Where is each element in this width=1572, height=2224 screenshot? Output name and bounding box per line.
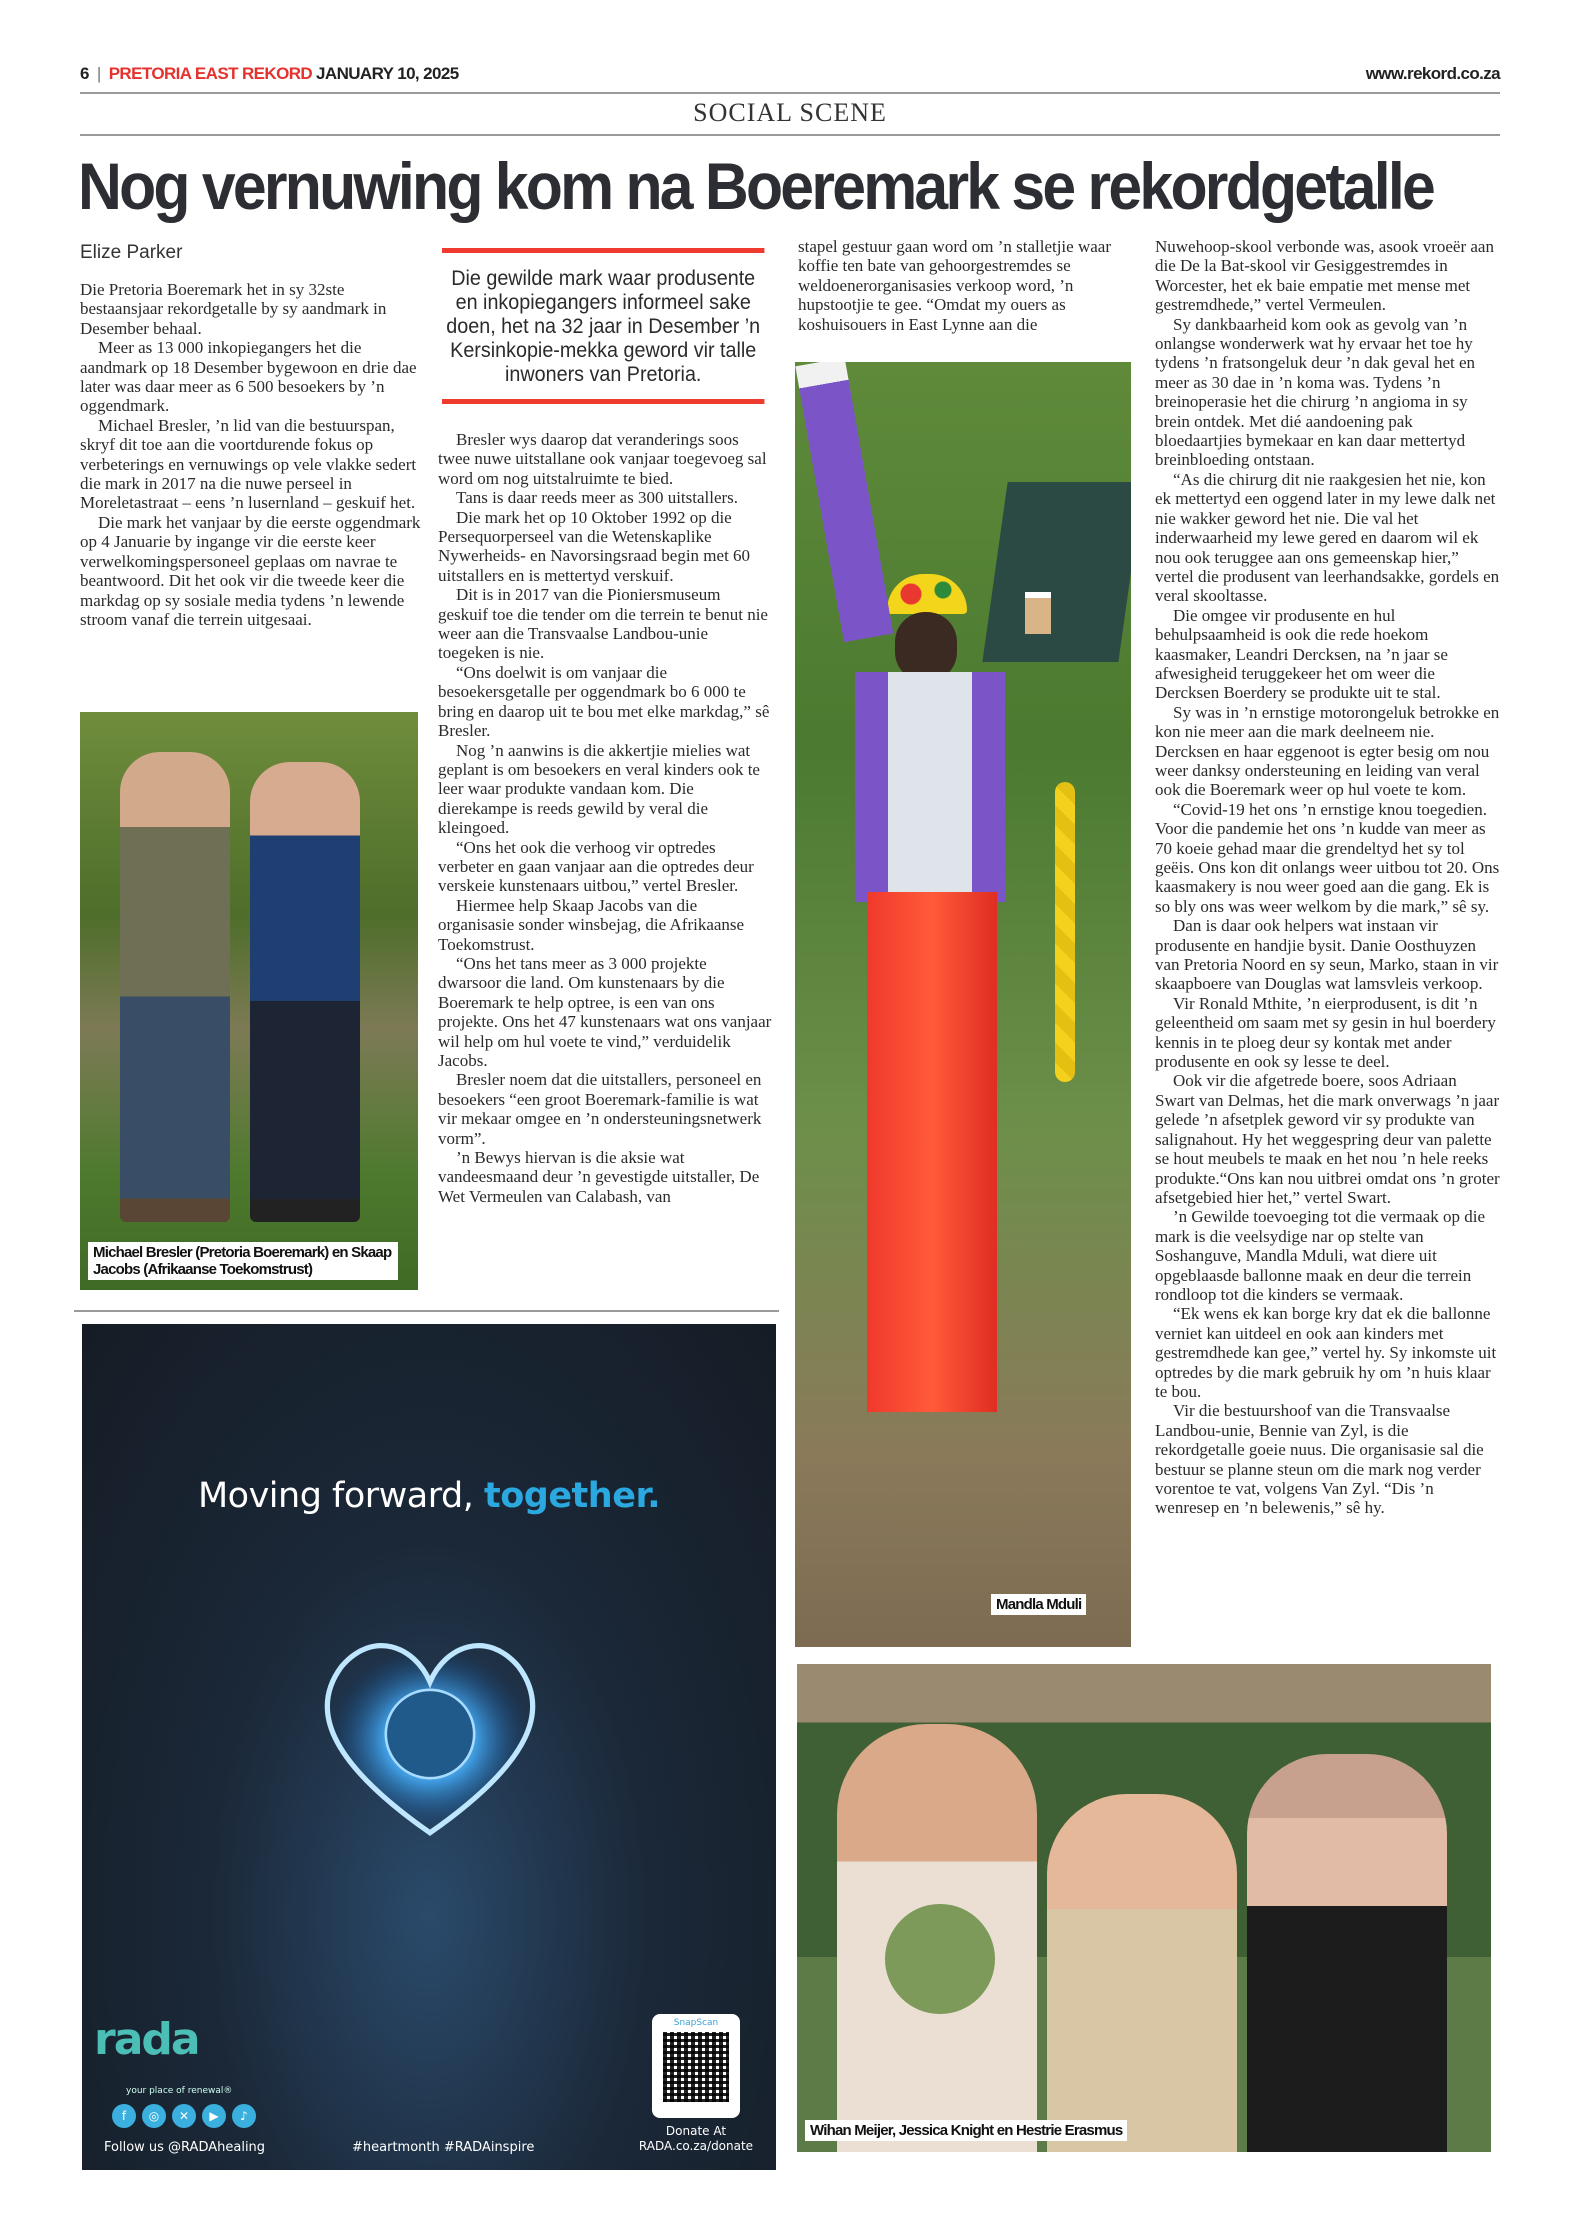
paragraph: Dit is in 2017 van die Pioniersmuseum geskuif toe die tender om die terrein te benut nie weer aan die Transvaalse Landbou-unie toegeken is nie. xyxy=(438,585,768,663)
balloon-sculpture xyxy=(1055,782,1075,1082)
person-figure xyxy=(1247,1754,1447,2152)
x-icon[interactable]: ✕ xyxy=(172,2104,196,2128)
person-figure xyxy=(120,752,230,1222)
paragraph: Die omgee vir produsente en hul behulpsaamheid is ook die rede hoekom kaasmaker, Leandri Dercksen, na ’n jaar se afwesigheid teruggekeer het om weer die Dercksen Boerdery se produkte uit te stal. xyxy=(1155,605,1448,703)
clown-hat xyxy=(887,574,967,614)
paragraph: Michael Bresler, ’n lid van die bestuurspan, skryf dit toe aan die voortdurende fokus op verbeterings en vernuwings op vele vlakke sedert die mark in 2017 na die nuwe perseel in Moreletastraat – eens ’n lusernland – geskuif het. xyxy=(80,415,417,513)
paragraph: Sy dankbaarheid kom ook as gevolg van ’n onlangse wonderwerk wat hy ervaar het toe hy tydens ’n fratsongeluk deur ’n dak geval het en meer as 30 dae in ’n koma was. Tydens ’n breinoperasie het die chirurg ’n angioma in sy brein ontdek. Met dié aandoening pak bloedaartjies bymekaar en kan daar mettertyd breinbloeding ontstaan. xyxy=(1155,314,1476,470)
photo-bresler-jacobs xyxy=(80,712,418,1290)
paragraph: “As die chirurg dit nie raakgesien het nie, kon ek mettertyd een oggend later in my lewe dalk net nie wakker geword het nie. Die val het inderwaarheid my lewe gered en daarom wil ek nou ook teruggee aan ons gemeenskap hier,” vertel die produsent van leerhandsakke, gordels en veral skooltasse. xyxy=(1155,469,1500,606)
follow-handle: Follow us @RADAhealing xyxy=(104,2140,266,2155)
person-figure xyxy=(1047,1794,1237,2152)
paragraph: Dan is daar ook helpers wat instaan vir produsente en handjie bysit. Danie Oosthuyzen van Pretoria Noord en sy seun, Marko, staan in vir skaapboere van Douglas wat lamsvleis verkoop. xyxy=(1155,916,1499,994)
top-divider xyxy=(80,92,1500,94)
social-icons xyxy=(112,2104,256,2128)
paragraph: ’n Gewilde toevoeging tot die vermaak op die mark is die veelsydige nar op stelte van Soshanguve, Mandla Mduli, wat diere uit opgeblaasde ballonne maak en deur die terrein rondloop tot die kinders se vermaak. xyxy=(1155,1207,1486,1304)
tiktok-icon[interactable]: ♪ xyxy=(232,2104,256,2128)
paragraph: “Ons het ook die verhoog vir optredes verbeter en gaan vanjaar aan die optredes deur verskeie kunstenaars uitbou,” vertel Bresler. xyxy=(438,837,754,896)
photo-meijer-knight-erasmus xyxy=(797,1664,1491,2152)
paragraph: stapel gestuur gaan word om ’n stalletjie waar koffie ten bate van gehoorgestremdes se weldoenerorganisasies verkoop word, ’n hupstootjie te gee. “Omdat my ouers as koshuisouers in East Lynne aan die xyxy=(798,237,1111,334)
youtube-icon[interactable]: ▶ xyxy=(202,2104,226,2128)
snapscan-qr-code[interactable] xyxy=(652,2014,740,2118)
pull-quote: Die gewilde mark waar produsente en inkopiegangers informeel sake doen, het na 32 jaar in Desember ’n Kersinkopie-mekka geword vir talle inwoners van Pretoria. xyxy=(442,248,764,404)
paragraph: Vir die bestuurshoof van die Transvaalse Landbou-unie, Bennie van Zyl, is die rekordgetalle goeie nuus. Die organisasie sal die bestuur se planne steun om die mark nog verder vorentoe te vat, volgens Van Zyl. “Dis ’n wenresep en ’n belewenis,” sê hy. xyxy=(1155,1401,1484,1518)
paragraph: Tans is daar reeds meer as 300 uitstallers. xyxy=(456,488,739,508)
snapscan-label: SnapScan xyxy=(673,2018,719,2028)
paragraph: Ook vir die afgetrede boere, soos Adriaan Swart van Delmas, het die mark onverwags ’n jaar gelede ’n afsetplek geword vir sy produkte van salignahout. Hy het weggespring deur van palette se hout meubels te maak en het nou ’n hele reeks produkte.“Ons kan nou uitbrei omdat ons ’n groter afsetgebied hier het,” vertel Swart. xyxy=(1155,1071,1500,1207)
paragraph: Vir Ronald Mthite, ’n eierprodusent, is dit ’n geleentheid om saam met sy gesin in hul boerdery kennis in te ploeg deur sy kontak met ander produsente en ook sy lesse te deel. xyxy=(1155,993,1496,1072)
paragraph: Sy was in ’n ernstige motorongeluk betrokke en kon nie meer aan die mark deelneem nie. Dercksen en haar eggenoot is egter besig om nou weer danksy ondersteuning en leiding van veral ook die Boeremark weer op hul voete te kom. xyxy=(1155,702,1500,800)
page-number: 6 xyxy=(80,64,89,83)
paragraph: Die Pretoria Boeremark het in sy 32ste bestaansjaar rekordgetalle by sy aandmark in Desember behaal. xyxy=(80,280,387,338)
donate-url[interactable]: RADA.co.za/donate xyxy=(638,2139,754,2153)
section-title: SOCIAL SCENE xyxy=(693,98,887,127)
donate-label: Donate At xyxy=(665,2124,727,2138)
publication-name: PRETORIA EAST REKORD xyxy=(108,64,313,83)
rada-slogan: your place of renewal® xyxy=(126,2086,233,2096)
section-divider xyxy=(80,134,1500,136)
paragraph: Hiermee help Skaap Jacobs van die organisasie sonder winsbejag, die Afrikaanse Toekomstrust. xyxy=(438,895,745,954)
article-column-4 xyxy=(1155,237,1500,1518)
paragraph: “Ek wens ek kan borge kry dat ek die ballonne verniet kan uitdeel en ook aan kinders met gestremdhede kan gee,” vertel hy. Sy inkomste uit optredes by die mark gebruik hy om ’n huis klaar te bou. xyxy=(1155,1304,1497,1401)
byline: Elize Parker xyxy=(80,242,183,263)
paragraph: Meer as 13 000 inkopiegangers het die aandmark op 18 Desember bygewoon en drie dae later was daar meer as 6 500 besoekers by ’n oggendmark. xyxy=(80,338,417,416)
paragraph: “Ons het tans meer as 3 000 projekte dwarsoor die land. Om kunstenaars by die Boeremark te help optree, is een van ons projekte. Ons het 47 kunstenaars wat ons vanjaar wil help om hul voete te vind,” verduidelik Jacobs. xyxy=(438,953,772,1070)
photo-caption: Mandla Mduli xyxy=(991,1594,1086,1615)
stall-roof xyxy=(982,482,1131,662)
glowing-heart-earth-icon xyxy=(300,1604,560,1864)
photo-caption: Michael Bresler (Pretoria Boeremark) en Skaap Jacobs (Afrikaanse Toekomstrust) xyxy=(88,1242,398,1280)
tagline-plain: Moving forward, xyxy=(197,1476,484,1516)
paragraph: Nuwehoop-skool verbonde was, asook vroeër aan die De la Bat-skool vir Gesiggestremdes in Worcester, het ek baie empatie met mense met gestremdhede,” vertel Vermeulen. xyxy=(1155,237,1494,315)
instagram-icon[interactable]: ◎ xyxy=(142,2104,166,2128)
facebook-icon[interactable]: f xyxy=(112,2104,136,2128)
paragraph: Nog ’n aanwins is die akkertjie mielies wat geplant is om besoekers en veral kinders ook te leer waar produkte vandaan kom. Die dierekampe is reeds gewild by veral die kleingoed. xyxy=(438,740,760,838)
paragraph: Die mark het vanjaar by die eerste oggendmark op 4 Januarie by ingange vir die eerste keer verwelkomingspersoneel geplaas om navrae te beantwoord. Dit het ook vir die tweede keer die markdag op sy sosiale media tydens ’n lewende stroom vanaf die terrein uitgesaai. xyxy=(80,512,421,629)
paragraph: “Covid-19 het ons ’n ernstige knou toegedien. Voor die pandemie het ons ’n kudde van meer as 70 koeie gehad maar die grendeltyd het sy tol geëis. Ons kon dit onlangs weer uitbou tot 20. Ons kaasmakery is nou weer goed aan die gang. Ek is so bly ons was weer welkom by die mark,” sê sy. xyxy=(1155,799,1500,916)
donate-info[interactable] xyxy=(626,2124,766,2154)
paragraph: “Ons doelwit is om vanjaar die besoekersgetalle per oggendmark bo 6 000 te bring en daarop uit te bou met elke markdag,” sê Bresler. xyxy=(438,662,770,741)
hashtags: #heartmonth #RADAinspire xyxy=(352,2140,535,2155)
tagline-accent: together. xyxy=(483,1476,661,1516)
website-link[interactable]: www.rekord.co.za xyxy=(1365,64,1500,83)
photo-mandla-mduli xyxy=(795,362,1131,1647)
coffee-cup xyxy=(1025,592,1051,634)
paragraph: Bresler noem dat die uitstallers, personeel en besoekers “een groot Boeremark-familie is wat vir mekaar omgee en ’n ondersteuningsnetwerk vorm”. xyxy=(438,1070,762,1148)
qr-code-icon xyxy=(663,2032,729,2102)
tshirt-print xyxy=(885,1904,995,2014)
separator: | xyxy=(96,64,101,83)
article-column-2 xyxy=(438,430,773,1206)
paragraph: ’n Bewys hiervan is die aksie wat vandeesmaand deur ’n gevestigde uitstaller, De Wet Vermeulen van Calabash, van xyxy=(438,1148,760,1206)
rada-advertisement[interactable] xyxy=(82,1324,776,2170)
issue-date: JANUARY 10, 2025 xyxy=(316,64,459,83)
raised-arm xyxy=(795,362,893,642)
person-figure xyxy=(250,762,360,1222)
headline: Nog vernuwing kom na Boeremark se rekordgetalle xyxy=(78,149,1434,223)
purple-jacket xyxy=(855,672,1005,902)
paragraph: Die mark het op 10 Oktober 1992 op die Persequorperseel van die Wetenskaplike Nywerheids- en Navorsingsraad begin met 60 uitstallers en is mettertyd verskuif. xyxy=(438,507,751,585)
ad-tagline xyxy=(82,1476,776,1516)
red-stilt-trousers xyxy=(867,892,997,1412)
paragraph: Bresler wys daarop dat veranderings soos twee nuwe uitstallane ook vanjaar toegevoeg sal word om nog uitstalruimte te bied. xyxy=(438,430,767,488)
ad-divider xyxy=(74,1310,779,1312)
article-column-1 xyxy=(80,280,425,629)
rada-logo: rada xyxy=(94,2014,199,2065)
masthead-bar xyxy=(80,64,1500,86)
article-column-3 xyxy=(798,237,1143,334)
photo-caption: Wihan Meijer, Jessica Knight en Hestrie Erasmus xyxy=(805,2120,1127,2141)
